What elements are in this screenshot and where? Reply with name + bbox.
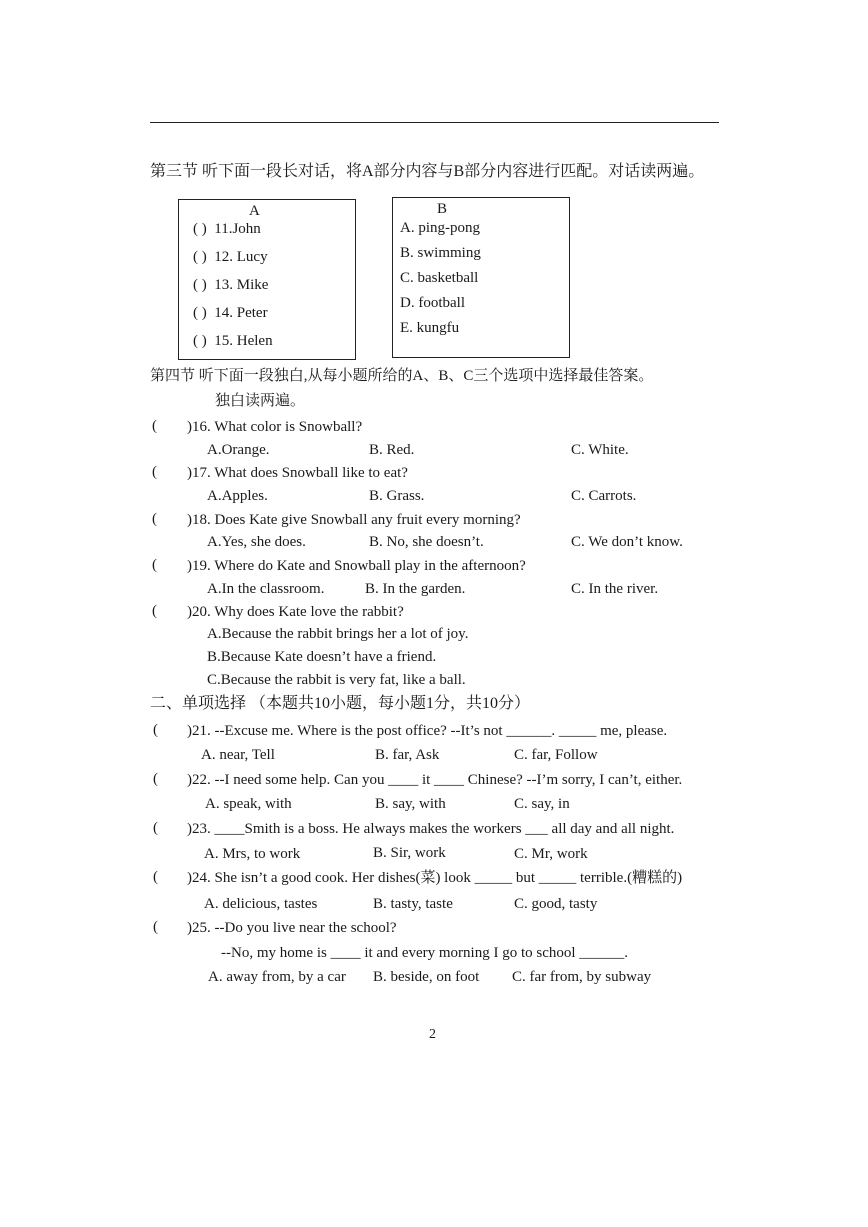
answer-paren: ( <box>152 557 157 573</box>
option-c: C. say, in <box>514 796 570 812</box>
question-24: )24. She isn’t a good cook. Her dishes(菜) look _____ but _____ terrible.(糟糕的) <box>187 870 683 886</box>
answer-paren: ( <box>152 464 157 480</box>
answer-paren: ( <box>152 511 157 527</box>
option-c: C. far, Follow <box>514 747 598 763</box>
option-a: A.Orange. <box>207 442 270 458</box>
question-20: )20. Why does Kate love the rabbit? <box>187 604 404 620</box>
option-b: B. tasty, taste <box>373 896 453 912</box>
box-a-item: ( ) 13. Mike <box>193 277 269 293</box>
option-a: A.Apples. <box>207 488 268 504</box>
box-a-item: ( ) 14. Peter <box>193 305 268 321</box>
section4-heading: 第四节 听下面一段独白,从每小题所给的A、B、C三个选项中选择最佳答案。 <box>150 368 654 384</box>
question-18: )18. Does Kate give Snowball any fruit every morning? <box>187 512 521 528</box>
option-a: A. delicious, tastes <box>204 896 318 912</box>
option-b: B. No, she doesn’t. <box>369 534 484 550</box>
box-a-item: ( ) 11.John <box>193 221 261 237</box>
answer-paren: ( <box>152 418 157 434</box>
answer-paren: ( <box>153 919 158 935</box>
section3-heading: 第三节 听下面一段长对话，将A部分内容与B部分内容进行匹配。对话读两遍。 <box>150 163 705 180</box>
option-c: C. In the river. <box>571 581 659 597</box>
option-a: A. Mrs, to work <box>204 846 301 862</box>
question-17: )17. What does Snowball like to eat? <box>187 465 408 481</box>
option-c: C. far from, by subway <box>512 969 652 985</box>
question-19: )19. Where do Kate and Snowball play in the afternoon? <box>187 558 526 574</box>
box-b-item: E. kungfu <box>400 320 460 336</box>
option-a: A. away from, by a car <box>208 969 346 985</box>
question-23: )23. ____Smith is a boss. He always makes the workers ___ all day and all night. <box>187 821 675 837</box>
option-a: A. near, Tell <box>201 747 275 763</box>
option-a: A. speak, with <box>205 796 292 812</box>
box-b-item: A. ping-pong <box>400 220 480 236</box>
option-b: B. Red. <box>369 442 415 458</box>
option-b: B.Because Kate doesn’t have a friend. <box>207 649 437 665</box>
question-21: )21. --Excuse me. Where is the post office? --It’s not ______. _____ me, please. <box>187 723 668 739</box>
option-a: A.Because the rabbit brings her a lot of joy. <box>207 626 469 642</box>
option-a: A.Yes, she does. <box>207 534 306 550</box>
answer-paren: ( <box>153 820 158 836</box>
box-a-title: A <box>249 203 260 219</box>
option-b: B. Grass. <box>369 488 425 504</box>
option-b: B. In the garden. <box>365 581 466 597</box>
box-b-item: B. swimming <box>400 245 481 261</box>
answer-paren: ( <box>153 771 158 787</box>
option-c: C. good, tasty <box>514 896 598 912</box>
question-25-line2: --No, my home is ____ it and every morning I go to school ______. <box>221 945 629 961</box>
option-a: A.In the classroom. <box>207 581 325 597</box>
box-a <box>178 199 356 360</box>
option-c: C.Because the rabbit is very fat, like a ball. <box>207 672 466 688</box>
answer-paren: ( <box>153 869 158 885</box>
answer-paren: ( <box>153 722 158 738</box>
box-b-item: C. basketball <box>400 270 479 286</box>
option-c: C. White. <box>571 442 629 458</box>
page-number: 2 <box>429 1027 436 1042</box>
option-b: B. say, with <box>375 796 446 812</box>
question-22: )22. --I need some help. Can you ____ it ____ Chinese? --I’m sorry, I can’t, either. <box>187 772 683 788</box>
option-c: C. Carrots. <box>571 488 637 504</box>
question-25: )25. --Do you live near the school? <box>187 920 397 936</box>
option-c: C. Mr, work <box>514 846 588 862</box>
answer-paren: ( <box>152 603 157 619</box>
option-b: B. Sir, work <box>373 845 446 861</box>
box-a-item: ( ) 15. Helen <box>193 333 273 349</box>
section4-subheading: 独白读两遍。 <box>215 393 306 409</box>
box-b <box>392 197 570 358</box>
top-divider <box>150 122 719 123</box>
option-c: C. We don’t know. <box>571 534 683 550</box>
question-16: )16. What color is Snowball? <box>187 419 363 435</box>
box-b-item: D. football <box>400 295 465 311</box>
part2-heading: 二、单项选择 （本题共10小题，每小题1分，共10分） <box>150 695 531 712</box>
box-b-title: B <box>437 201 448 217</box>
box-a-item: ( ) 12. Lucy <box>193 249 268 265</box>
option-b: B. far, Ask <box>375 747 440 763</box>
option-b: B. beside, on foot <box>373 969 480 985</box>
